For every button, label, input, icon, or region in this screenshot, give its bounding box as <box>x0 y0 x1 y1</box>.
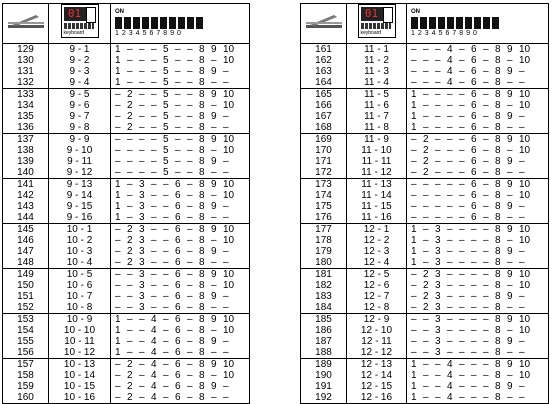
keyboard-label: keyboard <box>360 30 382 36</box>
address-cell: 139 <box>3 156 49 167</box>
table-row <box>3 201 250 212</box>
address-cell: 191 <box>301 381 347 392</box>
dip-setting-cell: – 2 – – – 6 – 8 9 10 <box>407 134 549 146</box>
slot-cell: 9 - 14 <box>49 190 111 201</box>
address-cell: 187 <box>301 336 347 347</box>
address-cell: 183 <box>301 291 347 302</box>
table-row <box>3 336 250 347</box>
address-cell: 150 <box>3 280 49 291</box>
dip-setting-cell: – – – – 5 – – 8 – 10 <box>111 145 250 156</box>
slot-cell: 9 - 13 <box>49 179 111 191</box>
table-row <box>301 257 549 269</box>
dip-setting-cell: 1 – 3 – – 6 – 8 – – <box>111 212 250 224</box>
address-cell: 137 <box>3 134 49 146</box>
table-row <box>3 44 250 56</box>
slot-cell: 11 - 4 <box>347 77 407 89</box>
dip-setting-cell: – – 3 – – 6 – 8 – – <box>111 302 250 314</box>
slot-cell: 9 - 3 <box>49 66 111 77</box>
address-cell: 169 <box>301 134 347 146</box>
dip-setting-cell: – 2 3 – – – – 8 – – <box>407 302 549 314</box>
table-row <box>301 224 549 236</box>
dip-setting-cell: 1 – 3 – – – – 8 9 – <box>407 246 549 257</box>
address-cell: 176 <box>301 212 347 224</box>
slot-cell: 10 - 2 <box>49 235 111 246</box>
dip-setting-cell: – – – – – 6 – 8 9 10 <box>407 179 549 191</box>
dip-setting-cell: – – 3 – – 6 – 8 9 10 <box>111 269 250 281</box>
table-row <box>3 359 250 371</box>
table-header <box>301 4 549 44</box>
slot-cell: 11 - 1 <box>347 44 407 56</box>
slot-cell: 12 - 1 <box>347 224 407 236</box>
dip-setting-cell: – 2 – 4 – 6 – 8 – 10 <box>111 370 250 381</box>
table-row <box>3 190 250 201</box>
table-row <box>3 314 250 326</box>
table-row <box>3 347 250 359</box>
address-cell: 162 <box>301 55 347 66</box>
table-row <box>301 156 549 167</box>
table-row <box>3 325 250 336</box>
slot-cell: 12 - 3 <box>347 246 407 257</box>
address-cell: 158 <box>3 370 49 381</box>
dip-setting-cell: – – – – 5 – – 8 9 – <box>111 156 250 167</box>
table-row <box>301 291 549 302</box>
dip-setting-cell: 1 – – – – 6 – 8 9 10 <box>407 89 549 101</box>
table-row <box>301 336 549 347</box>
address-cell: 164 <box>301 77 347 89</box>
address-cell: 174 <box>301 190 347 201</box>
dip-numbers: 1234567890 <box>411 29 480 37</box>
dip-setting-cell: – 2 3 – – 6 – 8 – – <box>111 257 250 269</box>
slot-cell: 12 - 8 <box>347 302 407 314</box>
dip-setting-cell: – – 3 – – 6 – 8 9 – <box>111 291 250 302</box>
slot-cell: 9 - 2 <box>49 55 111 66</box>
slot-cell: 9 - 1 <box>49 44 111 56</box>
dip-setting-cell: – 2 3 – – – – 8 9 – <box>407 291 549 302</box>
table-row <box>301 280 549 291</box>
table-row <box>301 190 549 201</box>
dip-setting-cell: – – – – – 6 – 8 – – <box>407 212 549 224</box>
table-row <box>301 212 549 224</box>
slot-cell: 12 - 11 <box>347 336 407 347</box>
address-cell: 136 <box>3 122 49 134</box>
display-readout: 01 <box>64 7 86 21</box>
address-cell: 138 <box>3 145 49 156</box>
address-cell: 184 <box>301 302 347 314</box>
dip-setting-cell: – 2 – – 5 – – 8 9 10 <box>111 89 250 101</box>
address-cell: 175 <box>301 201 347 212</box>
dip-setting-cell: 1 – – 4 – – – 8 – 10 <box>407 370 549 381</box>
address-cell: 192 <box>301 392 347 404</box>
slot-cell: 10 - 3 <box>49 246 111 257</box>
address-cell: 134 <box>3 100 49 111</box>
table-row <box>301 381 549 392</box>
address-cell: 179 <box>301 246 347 257</box>
slot-cell: 12 - 14 <box>347 370 407 381</box>
dip-setting-cell: – – – 4 – 6 – 8 9 10 <box>407 44 549 56</box>
keyboard-label: keyboard <box>63 30 85 36</box>
table-row <box>3 235 250 246</box>
dip-switch-icon: ON 1234567890 <box>111 4 250 44</box>
table-row <box>301 134 549 146</box>
dip-setting-cell: – 2 – – 5 – – 8 – 10 <box>111 100 250 111</box>
slot-cell: 11 - 3 <box>347 66 407 77</box>
address-cell: 170 <box>301 145 347 156</box>
turnout-icon <box>3 4 49 44</box>
table-row <box>3 77 250 89</box>
slot-cell: 10 - 16 <box>49 392 111 404</box>
slot-cell: 11 - 16 <box>347 212 407 224</box>
table-row <box>301 44 549 56</box>
slot-cell: 11 - 12 <box>347 167 407 179</box>
keyboard-display-icon <box>347 4 407 44</box>
slot-cell: 9 - 6 <box>49 100 111 111</box>
slot-cell: 12 - 13 <box>347 359 407 371</box>
table-row <box>3 370 250 381</box>
address-cell: 145 <box>3 224 49 236</box>
dip-setting-cell: – 2 – – 5 – – 8 – – <box>111 122 250 134</box>
dip-setting-cell: – – 3 – – – – 8 9 – <box>407 336 549 347</box>
address-cell: 167 <box>301 111 347 122</box>
dip-setting-cell: – – 3 – – – – 8 – – <box>407 347 549 359</box>
dip-setting-cell: 1 – – – 5 – – 8 9 – <box>111 66 250 77</box>
slot-cell: 9 - 4 <box>49 77 111 89</box>
dip-setting-cell: – 2 – – 5 – – 8 9 – <box>111 111 250 122</box>
slot-cell: 9 - 5 <box>49 89 111 101</box>
dip-setting-cell: 1 – – – – 6 – 8 9 – <box>407 111 549 122</box>
slot-cell: 11 - 13 <box>347 179 407 191</box>
address-cell: 168 <box>301 122 347 134</box>
table-row <box>301 145 549 156</box>
slot-cell: 11 - 11 <box>347 156 407 167</box>
slot-cell: 10 - 9 <box>49 314 111 326</box>
table-row <box>301 359 549 371</box>
dip-setting-cell: 1 – – – 5 – – 8 – 10 <box>111 55 250 66</box>
table-row <box>301 89 549 101</box>
table-row <box>3 269 250 281</box>
slot-cell: 11 - 10 <box>347 145 407 156</box>
address-cell: 143 <box>3 201 49 212</box>
table-row <box>301 302 549 314</box>
dip-setting-cell: – 2 – 4 – 6 – 8 9 – <box>111 381 250 392</box>
table-row <box>3 55 250 66</box>
address-cell: 157 <box>3 359 49 371</box>
dip-setting-cell: – 2 3 – – – – 8 9 10 <box>407 269 549 281</box>
dip-switch-icon: ON 1234567890 <box>407 4 549 44</box>
slot-cell: 10 - 8 <box>49 302 111 314</box>
address-cell: 133 <box>3 89 49 101</box>
dip-setting-cell: – 2 – – – 6 – 8 – 10 <box>407 145 549 156</box>
table-row <box>3 212 250 224</box>
address-cell: 153 <box>3 314 49 326</box>
slot-cell: 10 - 13 <box>49 359 111 371</box>
dip-setting-cell: – 2 3 – – 6 – 8 9 10 <box>111 224 250 236</box>
table-row <box>3 111 250 122</box>
dip-setting-cell: – 2 3 – – 6 – 8 – 10 <box>111 235 250 246</box>
slot-cell: 11 - 5 <box>347 89 407 101</box>
table-row <box>301 167 549 179</box>
table-row <box>301 201 549 212</box>
table-header <box>3 4 250 44</box>
address-cell: 180 <box>301 257 347 269</box>
address-cell: 151 <box>3 291 49 302</box>
slot-cell: 10 - 5 <box>49 269 111 281</box>
dip-setting-cell: – 2 3 – – – – 8 – 10 <box>407 280 549 291</box>
slot-cell: 9 - 15 <box>49 201 111 212</box>
table-row <box>301 77 549 89</box>
turnout-icon <box>301 4 347 44</box>
dip-setting-cell: – 2 – – – 6 – 8 9 – <box>407 156 549 167</box>
address-cell: 155 <box>3 336 49 347</box>
display-readout: 01 <box>361 7 383 21</box>
slot-cell: 9 - 7 <box>49 111 111 122</box>
dip-setting-cell: 1 – – 4 – 6 – 8 – – <box>111 347 250 359</box>
keyboard-display-icon <box>49 4 111 44</box>
slot-cell: 11 - 6 <box>347 100 407 111</box>
slot-cell: 9 - 11 <box>49 156 111 167</box>
slot-cell: 12 - 7 <box>347 291 407 302</box>
dip-setting-cell: 1 – – 4 – 6 – 8 – 10 <box>111 325 250 336</box>
address-cell: 156 <box>3 347 49 359</box>
address-cell: 160 <box>3 392 49 404</box>
address-cell: 129 <box>3 44 49 56</box>
address-cell: 147 <box>3 246 49 257</box>
address-cell: 146 <box>3 235 49 246</box>
dip-setting-cell: 1 – – – 5 – – 8 – – <box>111 77 250 89</box>
dip-setting-cell: 1 – 3 – – – – 8 – 10 <box>407 235 549 246</box>
address-cell: 142 <box>3 190 49 201</box>
address-cell: 188 <box>301 347 347 359</box>
address-cell: 181 <box>301 269 347 281</box>
table-row <box>3 246 250 257</box>
slot-cell: 11 - 9 <box>347 134 407 146</box>
dip-setting-cell: – – 3 – – – – 8 – 10 <box>407 325 549 336</box>
table-row <box>301 66 549 77</box>
table-row <box>301 122 549 134</box>
dip-numbers: 1234567890 <box>115 29 184 37</box>
slot-cell: 11 - 8 <box>347 122 407 134</box>
slot-cell: 10 - 6 <box>49 280 111 291</box>
address-cell: 182 <box>301 280 347 291</box>
slot-cell: 9 - 10 <box>49 145 111 156</box>
address-table-left <box>2 3 250 404</box>
address-cell: 131 <box>3 66 49 77</box>
slot-cell: 10 - 15 <box>49 381 111 392</box>
slot-cell: 10 - 10 <box>49 325 111 336</box>
address-cell: 165 <box>301 89 347 101</box>
address-cell: 178 <box>301 235 347 246</box>
dip-setting-cell: – – 3 – – 6 – 8 – 10 <box>111 280 250 291</box>
address-cell: 172 <box>301 167 347 179</box>
dip-setting-cell: 1 – 3 – – 6 – 8 – 10 <box>111 190 250 201</box>
table-row <box>3 100 250 111</box>
dip-setting-cell: 1 – – 4 – 6 – 8 9 – <box>111 336 250 347</box>
table-row <box>301 370 549 381</box>
dip-setting-cell: – 2 – – – 6 – 8 – – <box>407 167 549 179</box>
slot-cell: 9 - 12 <box>49 167 111 179</box>
dip-setting-cell: – – 3 – – – – 8 9 10 <box>407 314 549 326</box>
table-row <box>3 257 250 269</box>
dip-setting-cell: 1 – – 4 – – – 8 9 – <box>407 381 549 392</box>
slot-cell: 9 - 16 <box>49 212 111 224</box>
dip-setting-cell: – – – 4 – 6 – 8 9 – <box>407 66 549 77</box>
dip-setting-cell: 1 – – – – 6 – 8 – – <box>407 122 549 134</box>
table-row <box>3 122 250 134</box>
dip-setting-cell: 1 – – 4 – – – 8 – – <box>407 392 549 404</box>
address-cell: 149 <box>3 269 49 281</box>
slot-cell: 12 - 15 <box>347 381 407 392</box>
table-row <box>301 314 549 326</box>
address-cell: 152 <box>3 302 49 314</box>
dip-setting-cell: 1 – 3 – – 6 – 8 9 10 <box>111 179 250 191</box>
table-row <box>301 325 549 336</box>
dip-setting-cell: – 2 – 4 – 6 – 8 – – <box>111 392 250 404</box>
slot-cell: 10 - 14 <box>49 370 111 381</box>
slot-cell: 12 - 4 <box>347 257 407 269</box>
dip-setting-cell: 1 – 3 – – – – 8 9 10 <box>407 224 549 236</box>
dip-setting-cell: – – – – – 6 – 8 – 10 <box>407 190 549 201</box>
slot-cell: 10 - 11 <box>49 336 111 347</box>
address-cell: 135 <box>3 111 49 122</box>
dip-setting-cell: – – – – – 6 – 8 9 – <box>407 201 549 212</box>
address-cell: 190 <box>301 370 347 381</box>
slot-cell: 10 - 12 <box>49 347 111 359</box>
slot-cell: 12 - 12 <box>347 347 407 359</box>
table-row <box>3 302 250 314</box>
address-cell: 186 <box>301 325 347 336</box>
address-cell: 141 <box>3 179 49 191</box>
table-row <box>301 269 549 281</box>
slot-cell: 12 - 9 <box>347 314 407 326</box>
dip-setting-cell: 1 – – – – 6 – 8 – 10 <box>407 100 549 111</box>
address-cell: 173 <box>301 179 347 191</box>
slot-cell: 12 - 10 <box>347 325 407 336</box>
address-cell: 161 <box>301 44 347 56</box>
table-row <box>3 291 250 302</box>
slot-cell: 10 - 7 <box>49 291 111 302</box>
table-row <box>3 280 250 291</box>
dip-setting-cell: 1 – 3 – – 6 – 8 9 – <box>111 201 250 212</box>
table-row <box>301 100 549 111</box>
address-cell: 130 <box>3 55 49 66</box>
dip-setting-cell: – 2 3 – – 6 – 8 9 – <box>111 246 250 257</box>
table-row <box>3 89 250 101</box>
address-cell: 185 <box>301 314 347 326</box>
slot-cell: 11 - 2 <box>347 55 407 66</box>
slot-cell: 9 - 8 <box>49 122 111 134</box>
address-cell: 166 <box>301 100 347 111</box>
table-row <box>301 179 549 191</box>
address-cell: 154 <box>3 325 49 336</box>
dip-setting-cell: – – – – 5 – – 8 9 10 <box>111 134 250 146</box>
address-cell: 159 <box>3 381 49 392</box>
table-row <box>301 55 549 66</box>
slot-cell: 9 - 9 <box>49 134 111 146</box>
address-table-right <box>300 3 549 404</box>
slot-cell: 12 - 6 <box>347 280 407 291</box>
address-cell: 189 <box>301 359 347 371</box>
slot-cell: 11 - 14 <box>347 190 407 201</box>
address-cell: 144 <box>3 212 49 224</box>
table-row <box>3 392 250 404</box>
dip-setting-cell: 1 – – 4 – 6 – 8 9 10 <box>111 314 250 326</box>
table-row <box>3 134 250 146</box>
table-row <box>301 235 549 246</box>
table-row <box>301 392 549 404</box>
table-row <box>3 179 250 191</box>
address-cell: 140 <box>3 167 49 179</box>
table-row <box>3 167 250 179</box>
slot-cell: 12 - 16 <box>347 392 407 404</box>
address-cell: 177 <box>301 224 347 236</box>
dip-setting-cell: – – – 4 – 6 – 8 – 10 <box>407 55 549 66</box>
dip-setting-cell: 1 – – – 5 – – 8 9 10 <box>111 44 250 56</box>
table-row <box>301 111 549 122</box>
address-cell: 148 <box>3 257 49 269</box>
address-cell: 163 <box>301 66 347 77</box>
address-cell: 171 <box>301 156 347 167</box>
slot-cell: 11 - 15 <box>347 201 407 212</box>
table-row <box>3 156 250 167</box>
table-row <box>301 347 549 359</box>
dip-setting-cell: – 2 – 4 – 6 – 8 9 10 <box>111 359 250 371</box>
address-cell: 132 <box>3 77 49 89</box>
slot-cell: 12 - 2 <box>347 235 407 246</box>
slot-cell: 12 - 5 <box>347 269 407 281</box>
dip-setting-cell: – – – – 5 – – 8 – – <box>111 167 250 179</box>
slot-cell: 11 - 7 <box>347 111 407 122</box>
table-row <box>3 145 250 156</box>
table-row <box>301 246 549 257</box>
slot-cell: 10 - 1 <box>49 224 111 236</box>
dip-setting-cell: – – – 4 – 6 – 8 – – <box>407 77 549 89</box>
table-row <box>3 224 250 236</box>
slot-cell: 10 - 4 <box>49 257 111 269</box>
dip-setting-cell: 1 – – 4 – – – 8 9 10 <box>407 359 549 371</box>
table-row <box>3 66 250 77</box>
table-row <box>3 381 250 392</box>
dip-setting-cell: 1 – 3 – – – – 8 – – <box>407 257 549 269</box>
